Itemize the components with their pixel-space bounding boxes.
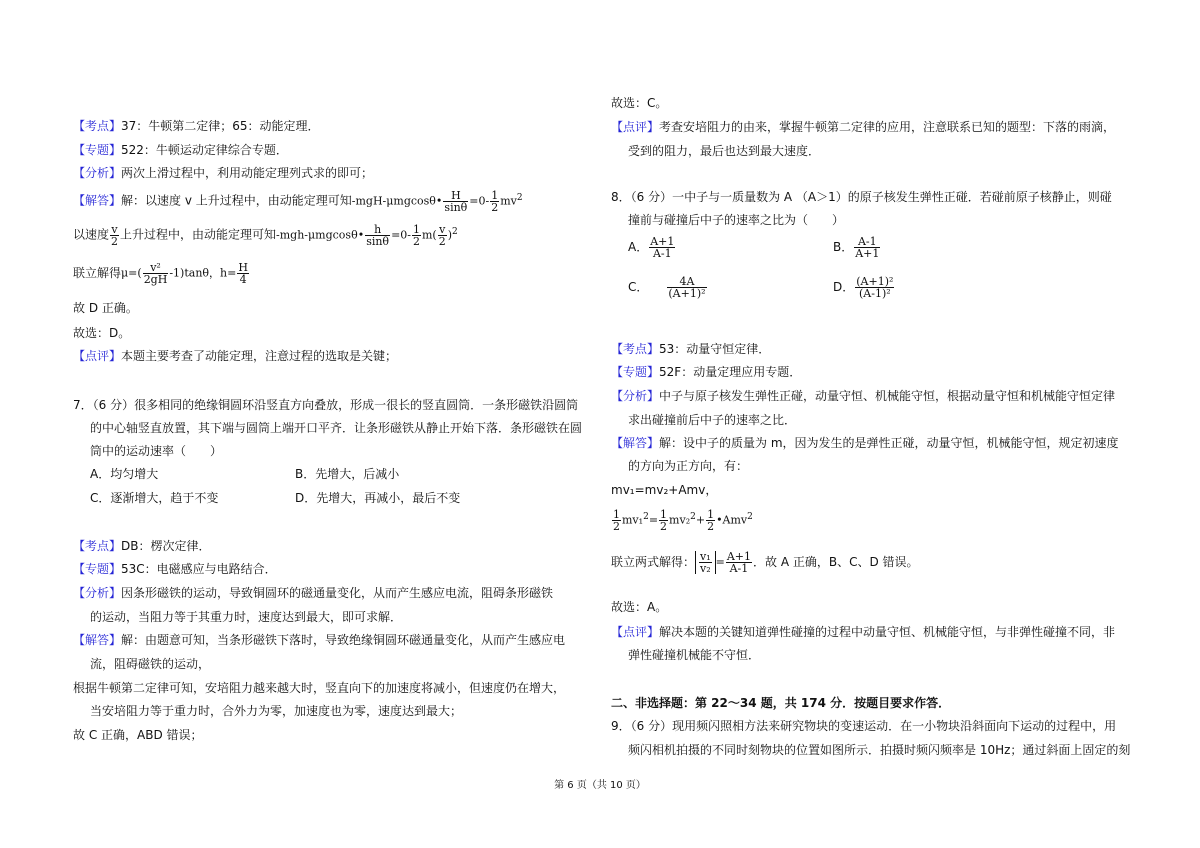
q7-option-d: D．先增大，再减小，最后不变 xyxy=(295,491,461,505)
zhuanti-text: 522：牛顿运动定律综合专题． xyxy=(121,143,288,157)
q7-jieda-line3: 根据牛顿第二定律可知，安培阻力越来越大时，竖直向下的加速度将减小，但速度仍在增大， xyxy=(73,681,566,695)
q8-dianping-line2: 弹性碰撞机械能不守恒． xyxy=(628,648,761,662)
q6-kaodian xyxy=(73,117,320,135)
zhuanti-tag: 【专题】 xyxy=(73,143,122,157)
q7-answer: 故选：C。 xyxy=(611,96,668,110)
dianping-tag: 【点评】 xyxy=(73,349,122,363)
kaodian-tag: 【考点】 xyxy=(73,119,122,133)
q8-fenxi-line1: 【分析】中子与原子核发生弹性正碰，动量守恒、机械能守恒，根据动量守恒和机械能守恒定律 xyxy=(611,389,1116,403)
q7-stem-line3: 筒中的运动速率（ ） xyxy=(90,444,223,458)
section-heading: 二、非选择题：第 22～34 题，共 174 分．按题目要求作答． xyxy=(611,696,951,710)
jieda-text: 解：以速度 v 上升过程中，由动能定理可知 xyxy=(121,193,352,208)
fenxi-text: 两次上滑过程中，利用动能定理列式求的即可； xyxy=(121,166,374,180)
energy-equation-2: -mgh-μmgcosθ• $\frac{h}{\sin\theta}$ =0- $\frac{1}{2}$ m( $\frac{v}{2}$ )$^2$ xyxy=(276,223,458,249)
q7-dianping-line1: 【点评】考查安培阻力的由来，掌握牛顿第二定律的应用，注意联系已知的题型：下落的雨滴， xyxy=(611,120,1116,134)
q8-stem-line1: 8．（6 分）一中子与一质量数为 A （A＞1）的原子核发生弹性正碰．若碰前原子核静止，则碰 xyxy=(611,190,1112,204)
q7-stem-line2: 的中心轴竖直放置，其下端与圆筒上端开口平齐．让条形磁铁从静止开始下落．条形磁铁在圆 xyxy=(90,421,583,435)
energy-equation: $\frac{1}{2}$ mv₁$^2$= $\frac{1}{2}$ mv₂$^2$+ $\frac{1}{2}$ •Amv$^2$ xyxy=(613,508,753,534)
q8-option-b: B． $\frac{A-1}{A+1}$ xyxy=(833,235,880,260)
q8-kaodian: 【考点】53：动量守恒定律． xyxy=(611,342,771,356)
q8-zhuanti: 【专题】52F：动量定理应用专题． xyxy=(611,365,802,379)
q8-stem-line2: 撞前与碰撞后中子的速率之比为（ ） xyxy=(628,213,845,227)
fraction: $\frac{H}{\sin\theta}$ xyxy=(444,189,468,215)
fraction: $\frac{v}{2}$ xyxy=(111,222,119,248)
q7-jieda-line1: 【解答】解：由题意可知，当条形磁铁下落时，导致绝缘铜圆环磁通量变化，从而产生感应电 xyxy=(73,633,566,647)
q8-jieda-line2: 的方向为正方向，有： xyxy=(628,459,749,473)
q6-jieda-line1 xyxy=(73,189,523,213)
q7-option-a: A．均匀增大 xyxy=(90,467,159,481)
q8-jieda-line1: 【解答】解：设中子的质量为 m，因为发生的是弹性正碰，动量守恒，机械能守恒，规定初速度 xyxy=(611,436,1119,450)
q6-conclusion: 故 D 正确。 xyxy=(73,301,138,315)
q7-stem-line1: 7．（6 分）很多相同的绝缘铜圆环沿竖直方向叠放，形成一很长的竖直圆筒．一条形磁铁沿圆筒 xyxy=(73,398,579,412)
q8-option-d: D． $\frac{\text{(A+1)²}}{\text{(A-1)²}}$ xyxy=(833,275,894,300)
q7-fenxi-line1: 【分析】因条形磁铁的运动，导致铜圆环的磁通量变化，从而产生感应电流，阻碍条形磁铁 xyxy=(73,586,554,600)
q7-zhuanti: 【专题】53C：电磁感应与电路结合． xyxy=(73,562,277,576)
kaodian-text: 37：牛顿第二定律；65：动能定理． xyxy=(121,119,320,133)
q6-jieda-line2: 以速度 $\frac{v}{2}$ 上升过程中，由动能定理可知-mgh-μmgcosθ• $\frac{h}{\sin\theta}$ =0- $\frac{1}{2}$ m( $\frac{v}{2}$ )$^2$ xyxy=(73,222,458,249)
q6-zhuanti xyxy=(73,141,288,159)
q6-dianping: 【点评】本题主要考查了动能定理，注意过程的选取是关键； xyxy=(73,349,398,363)
energy-equation-1: -mgH-μmgcosθ• $\frac{H}{\sin\theta}$ =0- $\frac{1}{2}$ $mv^2$ xyxy=(351,189,523,215)
q8-answer: 故选：A。 xyxy=(611,600,668,614)
q6-fenxi xyxy=(73,164,373,182)
q9-stem-line1: 9．（6 分）现用频闪照相方法来研究物块的变速运动．在一小物块沿斜面向下运动的过程中，用 xyxy=(611,719,1117,733)
fenxi-tag: 【分析】 xyxy=(73,166,122,180)
q8-option-c: C． $\frac{4A}{\text{(A+1)²}}$ xyxy=(628,275,706,300)
q7-option-c: C．逐渐增大，趋于不变 xyxy=(90,491,219,505)
q7-jieda-line4: 当安培阻力等于重力时，合外力为零，加速度也为零，速度达到最大； xyxy=(90,704,463,718)
solution-equation: μ=( $\frac{\text{v²}}{2gH}$ -1)tanθ，h= $\frac{H}{4}$ xyxy=(121,261,248,286)
q7-fenxi-line2: 的运动，当阻力等于其重力时，速度达到最大，即可求解． xyxy=(90,610,403,624)
page-footer: 第 6 页（共 10 页） xyxy=(554,780,646,791)
q6-jieda-line3: 联立解得μ=( $\frac{\text{v²}}{2gH}$ -1)tanθ，h= $\frac{H}{4}$ xyxy=(73,261,248,286)
q9-stem-line2: 频闪相机拍摄的不同时刻物块的位置如图所示．拍摄时频闪频率是 10Hz；通过斜面上固定的刻 xyxy=(628,743,1131,757)
fraction: $\frac{1}{2}$ xyxy=(491,189,499,215)
q7-option-b: B．先增大，后减小 xyxy=(295,467,400,481)
ratio-solution: 联立两式解得： $\frac{\text{v₁}}{\text{v₂}}$ = $\frac{A+1}{A-1}$ ．故 A 正确，B、C、D 错误。 xyxy=(611,550,919,575)
q7-jieda-line5: 故 C 正确，ABD 错误； xyxy=(73,728,203,742)
q6-answer: 故选：D。 xyxy=(73,326,131,340)
q8-dianping-line1: 【点评】解决本题的关键知道弹性碰撞的过程中动量守恒、机械能守恒，与非弹性碰撞不同，非 xyxy=(611,625,1116,639)
momentum-equation: mv₁=mv₂+Amv， xyxy=(611,483,718,497)
q8-option-a: A． $\frac{A+1}{A-1}$ xyxy=(628,235,675,260)
q7-kaodian: 【考点】DB：楞次定律． xyxy=(73,539,211,553)
q8-fenxi-line2: 求出碰撞前后中子的速率之比． xyxy=(628,413,797,427)
q7-dianping-line2: 受到的阻力，最后也达到最大速度． xyxy=(628,144,821,158)
q7-jieda-line2: 流，阻碍磁铁的运动， xyxy=(90,657,211,671)
jieda-tag: 【解答】 xyxy=(73,193,122,208)
